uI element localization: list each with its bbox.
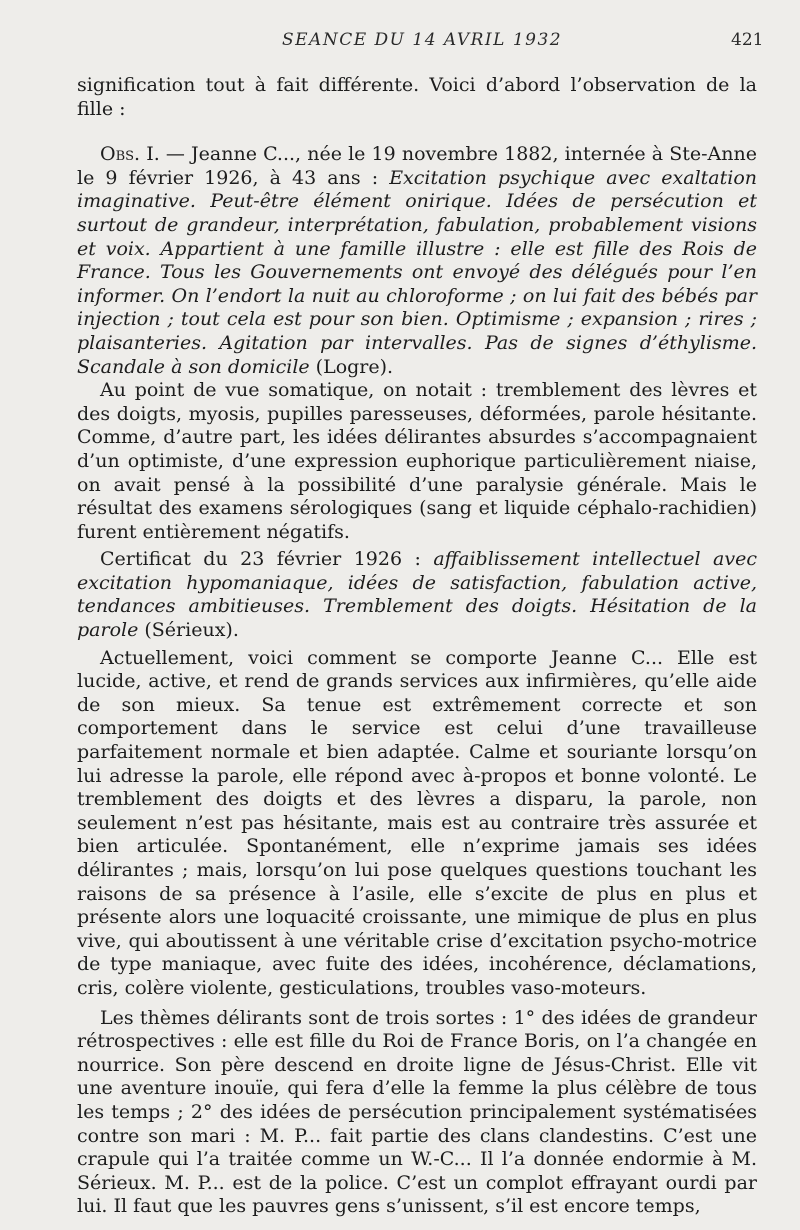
- paragraph-current-state: Actuellement, voici comment se comporte Jeanne C... Elle est lucide, active, et rend de grands services aux infirmières, qu’elle aide de son mieux. Sa tenue est extrêmement correcte et son comportement dans le service est celui d’une travailleuse parfaitement normale et bien adaptée. Calme et souriante lorsqu’on lui adresse la parole, elle répond avec à-propos et bonne volonté. Le tremblement des doigts et des lèvres a disparu, la parole, non seulement n’est pas hésitante, mais est au contraire très assurée et bien articulée. Spontanément, elle n’exprime jamais ses idées délirantes ; mais, lorsqu’on lui pose quelques questions touchant les raisons de sa présence à l’asile, elle s’excite de plus en plus et présente alors une loquacité croissante, une mimique de plus en plus vive, qui aboutissent à une véritable crise d’excitation psycho-motrice de type maniaque, avec fuite des idées, incohérence, déclamations, cris, colère violente, gesticulations, troubles vaso-moteurs.: [77, 646, 757, 999]
- certificate-text: affaiblissement intellectuel avec excitation hypomaniaque, idées de satisfaction, fabulation active, tendances ambitieuses. Tremblement des doigts. Hésitation de la parole: [77, 548, 757, 642]
- running-title: SEANCE DU 14 AVRIL 1932: [282, 30, 563, 50]
- observation-paragraph: [77, 143, 757, 379]
- page-header: [0, 30, 800, 56]
- observation-intro: — Jeanne C..., née le 19 novembre 1882, internée à Ste-Anne le 9 février 1926, à 43 ans :: [77, 143, 758, 189]
- paragraph-somatic: Au point de vue somatique, on notait : tremblement des lèvres et des doigts, myosis, pupilles paresseuses, déformées, parole hésitante. Comme, d’autre part, les idées délirantes absurdes s’accompagnaient d’un optimiste, d’une expression euphorique particulièrement niaise, on avait pensé à la possibilité d’une paralysie générale. Mais le résultat des examens sérologiques (sang et liquide céphalo-rachidien) furent entièrement négatifs.: [77, 379, 757, 543]
- paragraph-delusional-themes: Les thèmes délirants sont de trois sortes : 1° des idées de grandeur rétrospectives : elle est fille du Roi de France Boris, on l’a changée en nourrice. Son père descend en droite ligne de Jésus-Christ. Elle vit une aventure inouïe, qui fera d’elle la femme la plus célèbre de tous les temps ; 2° des idées de persécution principalement systématisées contre son mari : M. P... fait partie des clans clandestins. C’est une crapule qui l’a traitée comme un W.-C... Il l’a donnée endormie à M. Sérieux. M. P... est de la police. C’est un complot effrayant ourdi par lui. Il faut que les pauvres gens s’unissent, s’il est encore temps,: [77, 1006, 757, 1218]
- certificate-paragraph: [77, 548, 757, 642]
- observation-source: (Logre).: [309, 355, 394, 378]
- observation-label: Obs. I.: [100, 143, 160, 166]
- observation-summary: Excitation psychique avec exaltation imaginative. Peut-être élément onirique. Idées de persécution et surtout de grandeur, interprétation, fabulation, probablement visions et voix. Appartient à une famille illustre : elle est fille des Rois de France. Tous les Gouvernements ont envoyé des délégués pour l’en informer. On l’endort la nuit au chloroforme ; on lui fait des bébés par injection ; tout cela est pour son bien. Optimisme ; expansion ; rires ; plaisanteries. Agitation par intervalles. Pas de signes d’éthylisme. Scandale à son domicile: [77, 166, 757, 378]
- page-body: [77, 74, 757, 1219]
- certificate-intro: Certificat du 23 février 1926 :: [100, 548, 434, 571]
- page-number: 421: [731, 30, 764, 50]
- certificate-source: (Sérieux).: [138, 619, 239, 642]
- paragraph-continuation: signification tout à fait différente. Voici d’abord l’observation de la fille :: [77, 74, 757, 120]
